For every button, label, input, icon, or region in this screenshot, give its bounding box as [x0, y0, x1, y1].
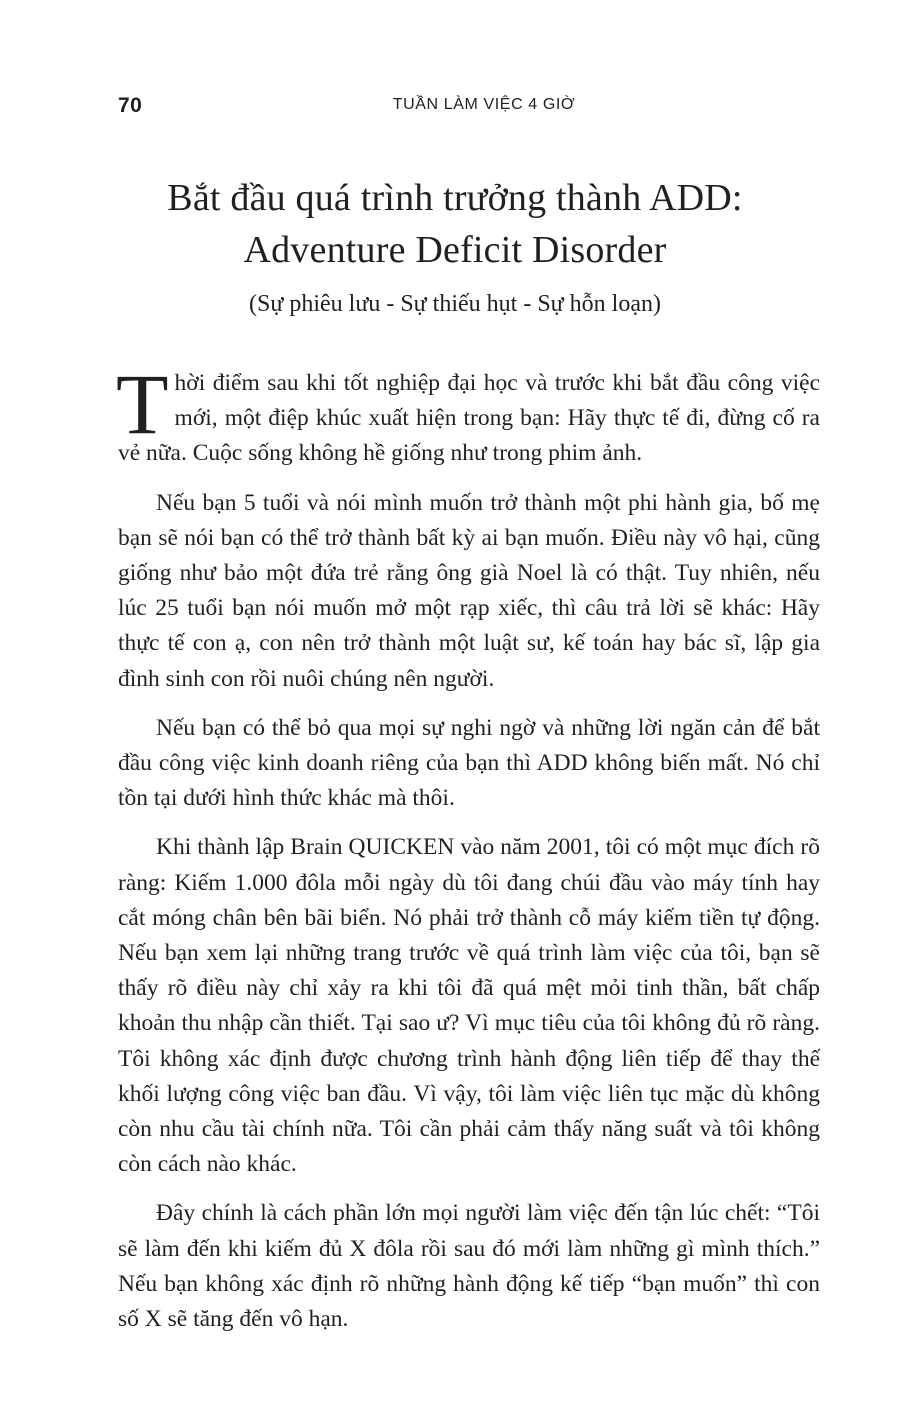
chapter-title-line-1: Bắt đầu quá trình trưởng thành ADD: — [167, 177, 743, 219]
page-number: 70 — [118, 94, 143, 117]
paragraph-3: Nếu bạn có thể bỏ qua mọi sự nghi ngờ và những lời ngăn cản để bắt đầu công việc kinh doanh riêng của bạn thì ADD không biến mất. Nó chỉ tồn tại dưới hình thức khác mà thôi. — [118, 714, 820, 812]
running-header — [118, 94, 820, 124]
paragraph-2: Nếu bạn 5 tuổi và nói mình muốn trở thành một phi hành gia, bố mẹ bạn sẽ nói bạn có thể trở thành bất kỳ ai bạn muốn. Điều này vô hại, cũng giống như bảo một đứa trẻ rằng ông già Noel là có thật. Tuy nhiên, nếu lúc 25 tuổi bạn nói muốn mở một rạp xiếc, thì câu trả lời sẽ khác: Hãy thực tế con ạ, con nên trở thành một luật sư, kế toán hay bác sĩ, lập gia đình sinh con rồi nuôi chúng nên người. — [118, 489, 820, 692]
paragraph-1 — [116, 356, 820, 472]
drop-cap: T — [116, 356, 169, 452]
paragraph-5: Đây chính là cách phần lớn mọi người làm việc đến tận lúc chết: “Tôi sẽ làm đến khi kiếm đủ X đôla rồi sau đó mới làm những gì mình thích.” Nếu bạn không xác định rõ những hành động kế tiếp “bạn muốn” thì con số X sẽ tăng đến vô hạn. — [118, 1200, 820, 1333]
chapter-subtitle: (Sự phiêu lưu - Sự thiếu hụt - Sự hỗn loạn) — [248, 291, 661, 317]
body-text — [116, 356, 820, 1351]
book-title: TUẦN LÀM VIỆC 4 GIỜ — [392, 96, 576, 113]
paragraph-1-text: hời điểm sau khi tốt nghiệp đại học và trước khi bắt đầu công việc mới, một điệp khúc xuất hiện trong bạn: Hãy thực tế đi, đừng cố ra vẻ nữa. Cuộc sống không hề giống như trong phim ảnh. — [118, 370, 820, 467]
chapter-title-line-2: Adventure Deficit Disorder — [243, 229, 667, 271]
chapter-heading — [90, 172, 820, 319]
paragraph-4: Khi thành lập Brain QUICKEN vào năm 2001, tôi có một mục đích rõ ràng: Kiếm 1.000 đôla mỗi ngày dù tôi đang chúi đầu vào máy tính hay cắt móng chân bên bãi biển. Nó phải trở thành cỗ máy kiếm tiền tự động. Nếu bạn xem lại những trang trước về quá trình làm việc của tôi, bạn sẽ thấy rõ điều này chỉ xảy ra khi tôi đã quá mệt mỏi tinh thần, bất chấp khoản thu nhập cần thiết. Tại sao ư? Vì mục tiêu của tôi không đủ rõ ràng. Tôi không xác định được chương trình hành động liên tiếp để thay thế khối lượng công việc ban đầu. Vì vậy, tôi làm việc liên tục mặc dù không còn nhu cầu tài chính nữa. Tôi cần phải cảm thấy năng suất và tôi không còn cách nào khác. — [118, 834, 820, 1178]
chapter-title — [90, 172, 820, 276]
